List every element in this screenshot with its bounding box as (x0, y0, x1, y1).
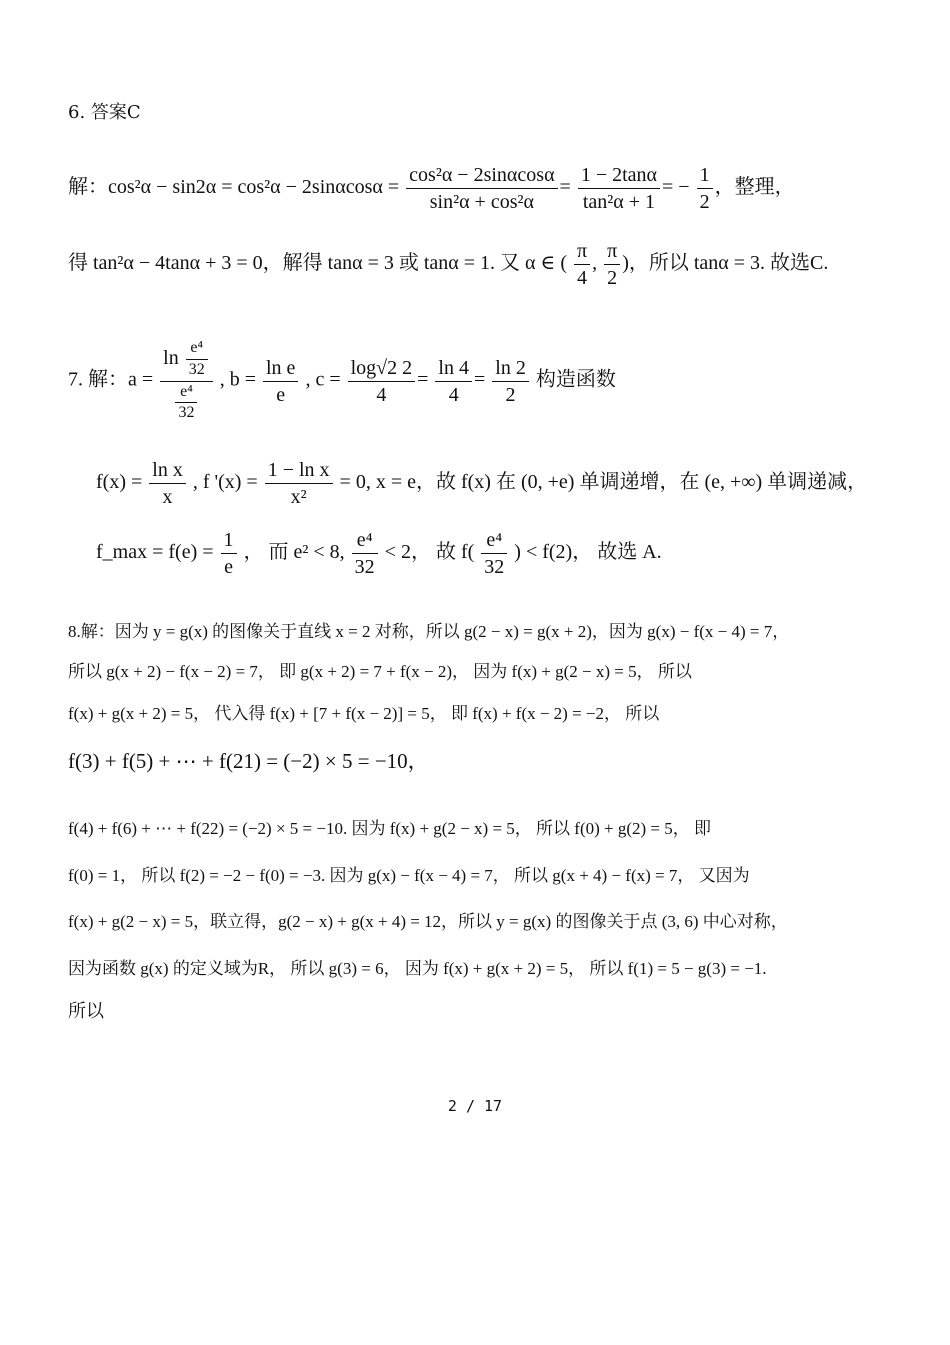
q8-line-2: 所以 g(x + 2) − f(x − 2) = 7， 即 g(x + 2) = 7 + f(x − 2)， 因为 f(x) + g(2 − x) = 5， 所以 (68, 662, 692, 681)
fraction: $\frac{1}{2}$ (697, 162, 713, 215)
q8-line-7: f(x) + g(2 − x) = 5，联立得，g(2 − x) + g(x + 4) = 12，所以 y = g(x) 的图像关于点 (3, 6) 中心对称， (68, 912, 788, 931)
q7-function-line: f(x) = $\frac{\text{ln x}}{x}$ , f '(x) = $\frac{\text{1 − ln x}}{\text{x²}}$ = 0, x = e，故 f(x) 在 (0, +e) 单调递增，在 (e, +∞) 单调递减， (96, 459, 868, 508)
q8-line-9: 所以 (68, 1001, 104, 1022)
fraction: $\frac{\ln 2}{2}$ (492, 355, 529, 408)
q8-line-8: 因为函数 g(x) 的定义域为R， 所以 g(3) = 6， 因为 f(x) + g(x + 2) = 5， 所以 f(1) = 5 − g(3) = −1. (68, 959, 767, 978)
q8-line-5: f(4) + f(6) + ⋯ + f(22) = (−2) × 5 = −10. 因为 f(x) + g(2 − x) = 5， 所以 f(0) + g(2) = 5， 即 (68, 819, 712, 838)
fraction: $\frac{\ln 4}{4}$ (435, 355, 472, 408)
fraction: $\frac{\text{cos²α − 2sinαcosα}}{\text{sin²α + cos²α}}$ (406, 162, 557, 215)
fraction: $\frac{\pi}{4}$ (574, 238, 590, 291)
q8-line-1: 8.解：因为 y = g(x) 的图像关于直线 x = 2 对称，所以 g(2 − x) = g(x + 2)，因为 g(x) − f(x − 4) = 7， (68, 622, 790, 641)
fraction: ln $\frac{\text{e⁴}}{32}$ $\frac{\text{e⁴}}{32}$ (160, 338, 213, 424)
q7-conclusion-line: f_max = f(e) = $\frac{1}{e}$ ， 而 e² < 8, $\frac{\text{e⁴}}{32}$ < 2， 故 f( $\frac{\text{e⁴}}{32}$ ) < f(2)， 故选 A. (96, 529, 662, 578)
fraction: $\frac{\text{e⁴}}{32}$ (175, 382, 197, 425)
q6-heading: 6. 答案C (68, 102, 141, 123)
q8-line-3: f(x) + g(x + 2) = 5， 代入得 f(x) + [7 + f(x − 2)] = 5， 即 f(x) + f(x − 2) = −2， 所以 (68, 704, 660, 723)
page-number: 2 / 17 (447, 1097, 503, 1115)
q8-line-4: f(3) + f(5) + ⋯ + f(21) = (−2) × 5 = −10， (68, 749, 429, 773)
fraction: $\frac{1}{e}$ (221, 527, 237, 580)
q6-solution-line-1: 解：cos²α − sin2α = cos²α − 2sinαcosα = $\frac{\text{cos²α − 2sinαcosα}}{\text{sin²α + cos²α}}$ = $\frac{1 - 2\tan\alpha}{\text{tan²α + 1}}$ = − $\frac{1}{2}$ ，整理， (68, 164, 795, 213)
fraction: $\frac{\log√2 2}{4}$ (348, 355, 416, 408)
q6-solution-line-2: 得 tan²α − 4tanα + 3 = 0，解得 tanα = 3 或 tanα = 1. 又 α ∈ ( $\frac{\pi}{4}$ , $\frac{\pi}{2}$ )，所以 tanα = 3. 故选C. (68, 240, 829, 289)
fraction: $\frac{\text{e⁴}}{32}$ (352, 527, 378, 580)
fraction: $\frac{\text{1 − ln x}}{\text{x²}}$ (265, 457, 333, 510)
fraction: $\frac{1 - 2\tan\alpha}{\text{tan²α + 1}}$ (578, 162, 660, 215)
q8-line-6: f(0) = 1， 所以 f(2) = −2 − f(0) = −3. 因为 g(x) − f(x − 4) = 7， 所以 g(x + 4) − f(x) = 7， 又因为 (68, 866, 750, 885)
q7-definitions: 7. 解：a = ln $\frac{\text{e⁴}}{32}$ $\frac{\text{e⁴}}{32}$ , b = $\frac{\text{ln e}}{e}$ , c = $\frac{\log√2 2}{4}$ = $\frac{\ln 4}{4}$ = $\frac{\ln 2}{2}$ 构造函数 (68, 338, 890, 424)
fraction: $\frac{\text{e⁴}}{32}$ (481, 527, 507, 580)
fraction: $\frac{\text{e⁴}}{32}$ (186, 338, 208, 381)
fraction: $\frac{\text{ln x}}{x}$ (149, 457, 186, 510)
fraction: $\frac{\pi}{2}$ (604, 238, 620, 291)
fraction: $\frac{\text{ln e}}{e}$ (263, 355, 298, 408)
